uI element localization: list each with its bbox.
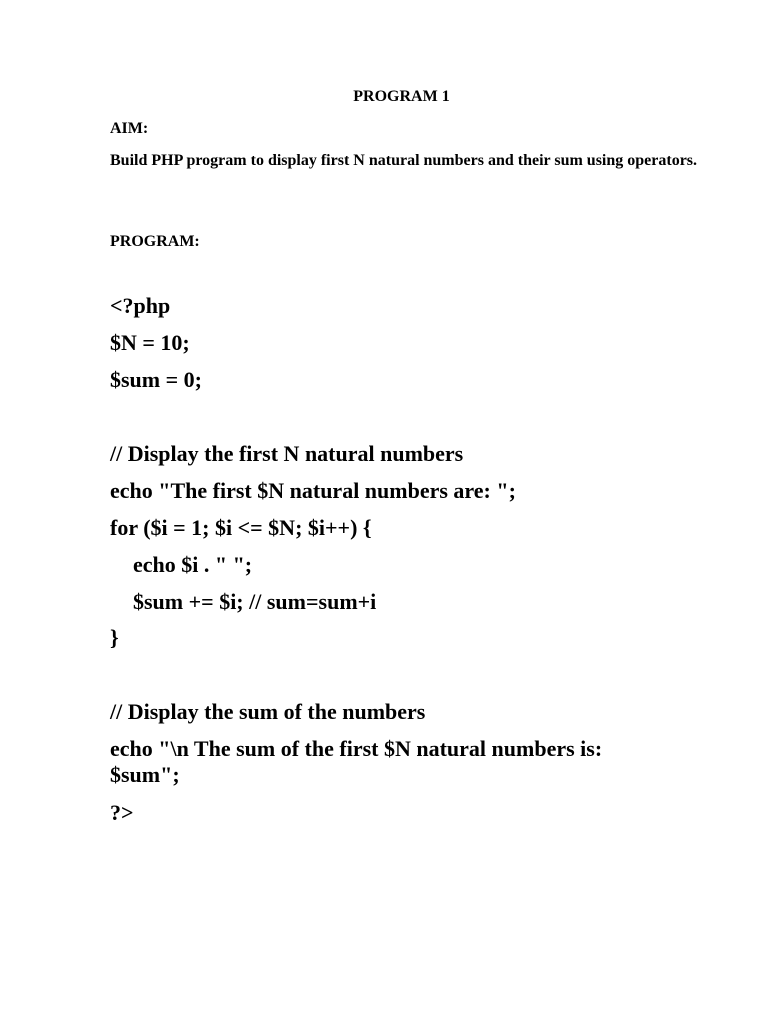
code-line-echo-i: echo $i . " "; [133, 552, 253, 577]
code-line-php-open: <?php [110, 293, 171, 318]
code-line-echo-sum: echo "\n The sum of the first $N natural numbers is: $sum"; [110, 736, 603, 787]
code-line-comment-display-numbers: // Display the first N natural numbers [110, 441, 464, 466]
aim-label: AIM: [110, 120, 149, 137]
code-line-sum-add: $sum += $i; // sum=sum+i [133, 589, 377, 614]
code-line-for-loop: for ($i = 1; $i <= $N; $i++) { [110, 515, 372, 540]
code-line-n-assign: $N = 10; [110, 330, 190, 355]
program-label: PROGRAM: [110, 233, 200, 250]
code-line-echo-first: echo "The first $N natural numbers are: "; [110, 478, 516, 503]
aim-text: Build PHP program to display first N natural numbers and their sum using operators. [110, 152, 698, 169]
page-title: PROGRAM 1 [353, 88, 450, 105]
code-line-php-close: ?> [110, 800, 134, 825]
code-line-comment-display-sum: // Display the sum of the numbers [110, 699, 426, 724]
code-line-close-brace: } [110, 625, 119, 650]
code-line-sum-assign: $sum = 0; [110, 367, 202, 392]
